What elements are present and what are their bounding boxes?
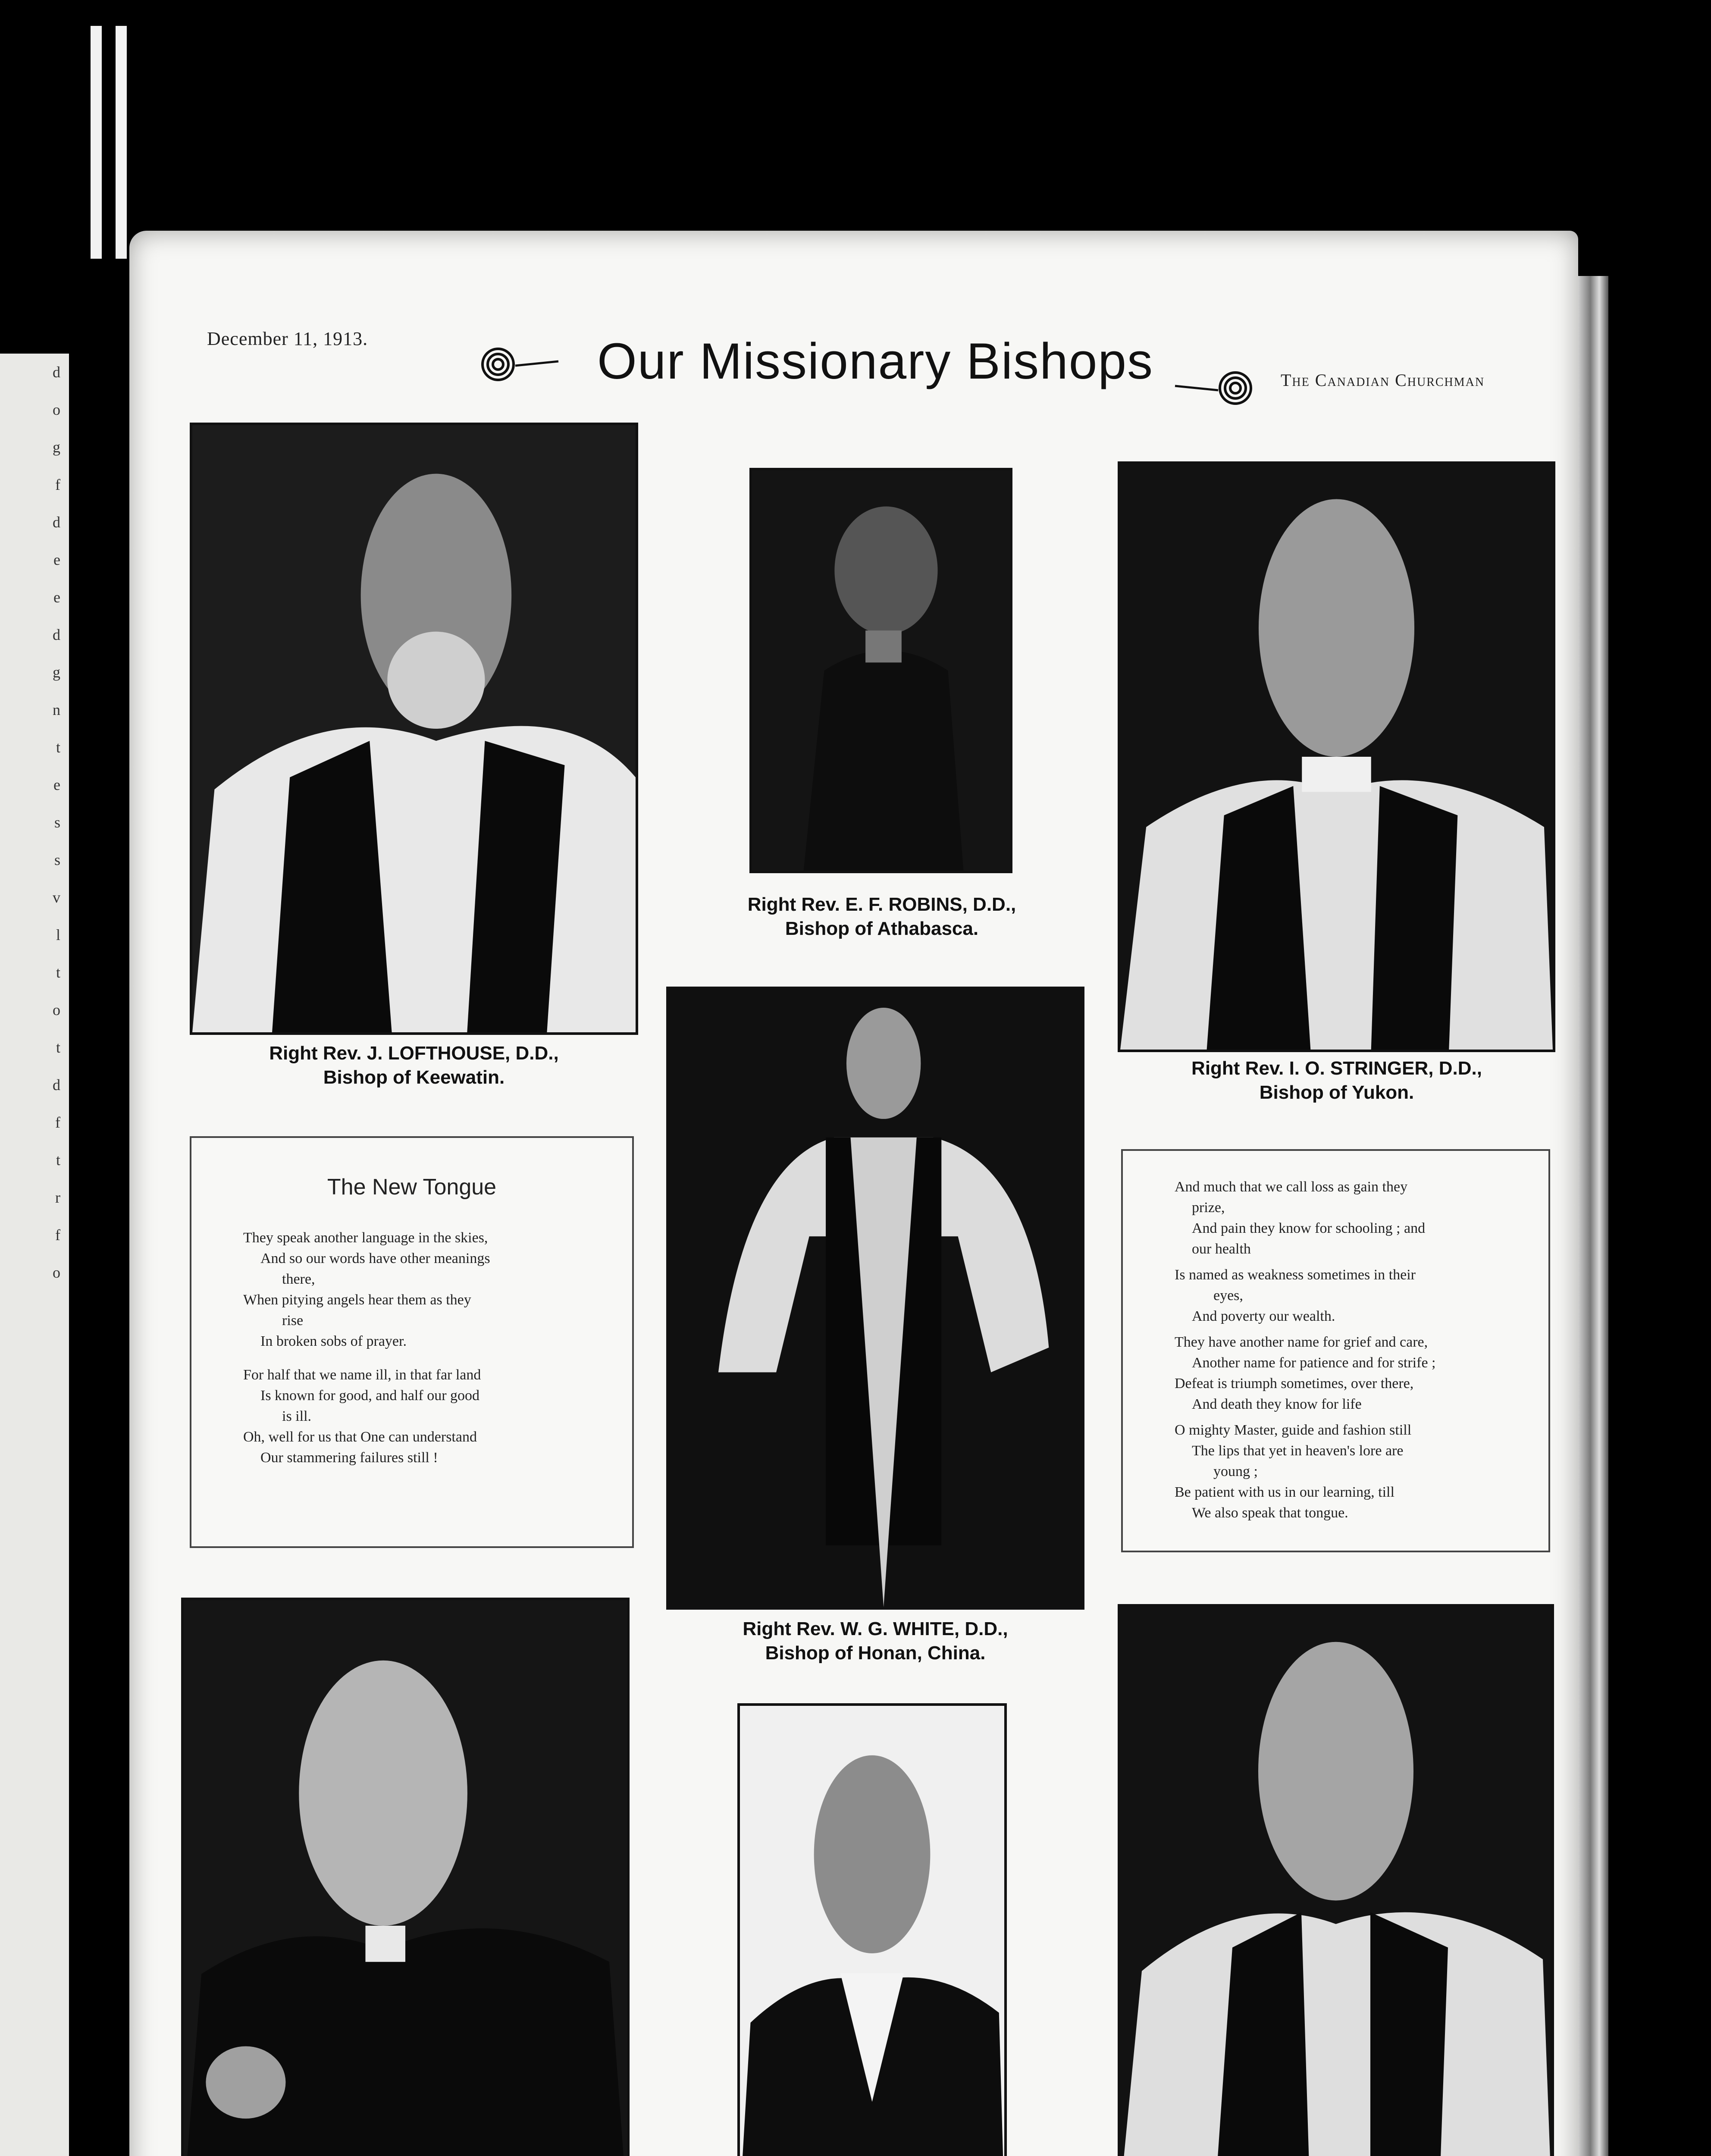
poem-line: They speak another language in the skies, [243,1230,488,1246]
fragment-letter: t [56,1039,60,1056]
poem-line: O mighty Master, guide and fashion still [1175,1422,1412,1438]
poem-line: They have another name for grief and care, [1175,1334,1428,1350]
bishop-name: Right Rev. W. G. WHITE, D.D., [743,1618,1008,1639]
bishop-see: Bishop of Yukon. [1259,1082,1414,1103]
fragment-letter: f [55,1226,60,1244]
film-mark [116,26,127,259]
fragment-letter: f [55,1114,60,1131]
fragment-letter: g [53,664,60,681]
portrait-hamilton [1118,1604,1554,2156]
fragment-letter: l [56,926,60,943]
page-title: Our Missionary Bishops [597,333,1153,390]
poem-line: Another name for patience and for strife ; [1192,1355,1436,1371]
portrait-lofthouse [190,423,638,1035]
poem-line: We also speak that tongue. [1192,1505,1348,1521]
fragment-letter: o [53,1001,60,1018]
bishop-see: Bishop of Keewatin. [323,1067,505,1088]
fragment-letter: r [55,1189,60,1206]
fragment-letter: o [53,401,60,418]
caption-robins [699,893,1065,941]
poem-line: is ill. [282,1408,312,1424]
fragment-letter: d [53,514,60,531]
poem-line: Oh, well for us that One can understand [243,1429,477,1445]
bishop-name: Right Rev. J. LOFTHOUSE, D.D., [269,1043,559,1064]
poem-line: Is named as weakness sometimes in their [1175,1267,1416,1283]
portrait-anderson [737,1703,1007,2156]
fragment-letter: e [53,776,60,793]
fragment-letter: s [54,814,60,831]
poem-line: Is known for good, and half our good [260,1388,480,1404]
poem-line: our health [1192,1241,1251,1257]
poem-line: And so our words have other meanings [260,1250,490,1266]
poem-line: there, [282,1271,315,1287]
poem-line: Be patient with us in our learning, till [1175,1484,1394,1500]
portrait-robins [749,468,1012,873]
poem-line: Our stammering failures still ! [260,1450,438,1466]
book-page-edge [1578,276,1608,2156]
fragment-letter: g [53,439,60,456]
portrait-lucas [181,1598,630,2156]
publication-name: The Canadian Churchman [1281,370,1485,390]
bishop-name: Right Rev. E. F. ROBINS, D.D., [747,894,1016,915]
portrait-stringer [1118,461,1555,1052]
poem-continuation [1121,1149,1550,1552]
poem-line: In broken sobs of prayer. [260,1333,407,1349]
poem-line: prize, [1192,1200,1225,1216]
poem-line: eyes, [1213,1288,1243,1304]
fragment-letter: s [54,851,60,868]
bishop-see: Bishop of Athabasca. [785,918,979,939]
fragment-letter: e [53,589,60,606]
caption-white [647,1617,1104,1665]
poem-line: For half that we name ill, in that far land [243,1367,481,1383]
issue-date: December 11, 1913. [207,328,368,349]
caption-lofthouse [181,1041,647,1090]
fragment-letter: o [53,1264,60,1281]
bishop-see: Bishop of Honan, China. [765,1642,986,1664]
portrait-white [666,987,1084,1610]
fragment-letter: d [53,364,60,381]
poem-line: And much that we call loss as gain they [1175,1179,1408,1195]
swirl-ornament-icon [1173,369,1255,407]
fragment-letter: t [56,1151,60,1169]
poem-line: And poverty our wealth. [1192,1308,1335,1324]
fragment-letter: f [55,476,60,493]
fragment-letter: t [56,964,60,981]
poem-line: The lips that yet in heaven's lore are [1192,1443,1404,1459]
poem-line: rise [282,1313,304,1329]
adjacent-page-fragment [0,354,69,2156]
fragment-letter: d [53,1076,60,1094]
poem-line: And pain they know for schooling ; and [1192,1220,1426,1236]
poem-line: And death they know for life [1192,1396,1362,1412]
fragment-letter: n [53,701,60,718]
fragment-letter: v [53,889,60,906]
poem-line: young ; [1213,1463,1258,1479]
poem-line: When pitying angels hear them as they [243,1292,471,1308]
film-mark [91,26,102,259]
fragment-letter: e [53,551,60,568]
fragment-letter: d [53,626,60,643]
fragment-letter: t [56,739,60,756]
poem-line: Defeat is triumph sometimes, over there, [1175,1376,1414,1391]
caption-stringer [1112,1056,1561,1105]
poem-new-tongue [190,1136,634,1548]
poem-title: The New Tongue [327,1175,497,1200]
bishop-name: Right Rev. I. O. STRINGER, D.D., [1191,1058,1482,1079]
